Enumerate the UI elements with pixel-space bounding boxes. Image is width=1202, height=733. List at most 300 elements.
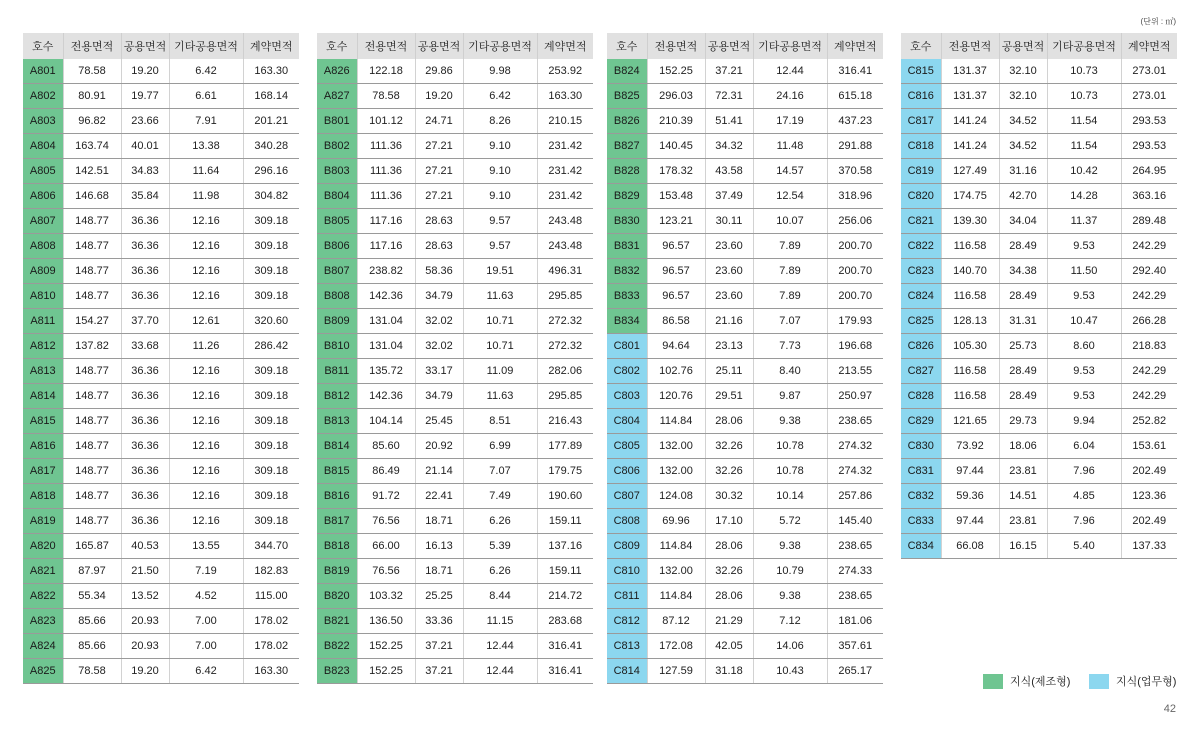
cell-exclusive-area: 96.82	[63, 109, 121, 134]
cell-unit-no: A804	[23, 134, 63, 159]
cell-unit-no: C819	[901, 159, 941, 184]
cell-other-common-area: 7.89	[753, 234, 827, 259]
table-row	[607, 659, 883, 684]
cell-other-common-area: 12.16	[169, 234, 243, 259]
cell-other-common-area: 10.43	[753, 659, 827, 684]
table-row	[317, 409, 593, 434]
table-row	[317, 84, 593, 109]
cell-other-common-area: 6.42	[169, 59, 243, 84]
table-row	[317, 359, 593, 384]
cell-exclusive-area: 148.77	[63, 234, 121, 259]
cell-common-area: 23.60	[705, 284, 753, 309]
cell-other-common-area: 11.64	[169, 159, 243, 184]
cell-exclusive-area: 137.82	[63, 334, 121, 359]
cell-unit-no: B804	[317, 184, 357, 209]
cell-exclusive-area: 132.00	[647, 434, 705, 459]
cell-unit-no: A818	[23, 484, 63, 509]
cell-common-area: 32.26	[705, 434, 753, 459]
cell-unit-no: A821	[23, 559, 63, 584]
table-row	[607, 484, 883, 509]
table-row	[317, 534, 593, 559]
cell-common-area: 36.36	[121, 484, 169, 509]
legend-manufacturing	[983, 673, 1070, 689]
table-row	[607, 59, 883, 84]
table-row	[23, 184, 299, 209]
table-row	[23, 134, 299, 159]
cell-exclusive-area: 210.39	[647, 109, 705, 134]
cell-exclusive-area: 66.00	[357, 534, 415, 559]
cell-contract-area: 238.65	[827, 409, 883, 434]
cell-unit-no: B821	[317, 609, 357, 634]
cell-other-common-area: 12.16	[169, 484, 243, 509]
cell-common-area: 34.38	[999, 259, 1047, 284]
cell-other-common-area: 9.10	[463, 159, 537, 184]
cell-common-area: 40.53	[121, 534, 169, 559]
cell-common-area: 58.36	[415, 259, 463, 284]
table-row	[23, 634, 299, 659]
table-row	[317, 609, 593, 634]
cell-contract-area: 196.68	[827, 334, 883, 359]
table-row	[901, 184, 1177, 209]
cell-contract-area: 201.21	[243, 109, 299, 134]
cell-exclusive-area: 148.77	[63, 509, 121, 534]
cell-unit-no: B811	[317, 359, 357, 384]
table-row	[23, 534, 299, 559]
cell-other-common-area: 14.06	[753, 634, 827, 659]
table-row	[901, 284, 1177, 309]
table-row	[607, 434, 883, 459]
cell-exclusive-area: 123.21	[647, 209, 705, 234]
cell-exclusive-area: 78.58	[63, 59, 121, 84]
cell-contract-area: 437.23	[827, 109, 883, 134]
cell-common-area: 42.70	[999, 184, 1047, 209]
cell-contract-area: 316.41	[827, 59, 883, 84]
table-row	[317, 284, 593, 309]
cell-exclusive-area: 97.44	[941, 509, 999, 534]
table-row	[317, 209, 593, 234]
cell-exclusive-area: 116.58	[941, 359, 999, 384]
cell-exclusive-area: 132.00	[647, 559, 705, 584]
cell-unit-no: A811	[23, 309, 63, 334]
cell-exclusive-area: 116.58	[941, 384, 999, 409]
legend-business	[1089, 673, 1176, 689]
cell-other-common-area: 9.98	[463, 59, 537, 84]
cell-contract-area: 242.29	[1121, 284, 1177, 309]
cell-common-area: 28.49	[999, 384, 1047, 409]
cell-other-common-area: 10.78	[753, 434, 827, 459]
cell-other-common-area: 9.10	[463, 184, 537, 209]
cell-contract-area: 179.93	[827, 309, 883, 334]
table-row	[607, 534, 883, 559]
cell-common-area: 18.71	[415, 509, 463, 534]
cell-contract-area: 177.89	[537, 434, 593, 459]
cell-common-area: 32.26	[705, 559, 753, 584]
cell-unit-no: B805	[317, 209, 357, 234]
cell-exclusive-area: 117.16	[357, 209, 415, 234]
cell-common-area: 33.17	[415, 359, 463, 384]
table-row	[901, 334, 1177, 359]
header-unit-no: 호수	[901, 33, 941, 59]
cell-other-common-area: 11.26	[169, 334, 243, 359]
cell-other-common-area: 14.57	[753, 159, 827, 184]
table-row	[23, 59, 299, 84]
cell-exclusive-area: 116.58	[941, 234, 999, 259]
cell-contract-area: 238.65	[827, 584, 883, 609]
cell-exclusive-area: 114.84	[647, 584, 705, 609]
cell-common-area: 28.49	[999, 359, 1047, 384]
cell-exclusive-area: 172.08	[647, 634, 705, 659]
cell-exclusive-area: 114.84	[647, 534, 705, 559]
table-row	[317, 659, 593, 684]
cell-exclusive-area: 154.27	[63, 309, 121, 334]
cell-common-area: 28.06	[705, 584, 753, 609]
table-row	[23, 459, 299, 484]
cell-unit-no: C833	[901, 509, 941, 534]
cell-other-common-area: 12.16	[169, 409, 243, 434]
cell-contract-area: 213.55	[827, 359, 883, 384]
cell-other-common-area: 12.61	[169, 309, 243, 334]
cell-common-area: 24.71	[415, 109, 463, 134]
cell-common-area: 36.36	[121, 359, 169, 384]
cell-exclusive-area: 148.77	[63, 484, 121, 509]
cell-common-area: 72.31	[705, 84, 753, 109]
header-unit-no: 호수	[317, 33, 357, 59]
header-common-area: 공용면적	[121, 33, 169, 59]
cell-exclusive-area: 153.48	[647, 184, 705, 209]
unit-label: (단위 : ㎡)	[1140, 17, 1176, 26]
cell-unit-no: C830	[901, 434, 941, 459]
table-row	[317, 434, 593, 459]
cell-exclusive-area: 96.57	[647, 284, 705, 309]
cell-contract-area: 344.70	[243, 534, 299, 559]
cell-exclusive-area: 80.91	[63, 84, 121, 109]
cell-other-common-area: 7.89	[753, 284, 827, 309]
cell-contract-area: 200.70	[827, 284, 883, 309]
table-row	[23, 409, 299, 434]
cell-common-area: 31.31	[999, 309, 1047, 334]
table-row	[901, 134, 1177, 159]
cell-exclusive-area: 128.13	[941, 309, 999, 334]
cell-other-common-area: 12.16	[169, 359, 243, 384]
cell-common-area: 23.81	[999, 509, 1047, 534]
cell-exclusive-area: 116.58	[941, 284, 999, 309]
cell-unit-no: C810	[607, 559, 647, 584]
cell-exclusive-area: 142.51	[63, 159, 121, 184]
table-row	[317, 259, 593, 284]
table-row	[23, 484, 299, 509]
cell-unit-no: B813	[317, 409, 357, 434]
cell-other-common-area: 12.44	[463, 659, 537, 684]
table-row	[607, 259, 883, 284]
cell-common-area: 34.52	[999, 109, 1047, 134]
cell-common-area: 23.81	[999, 459, 1047, 484]
cell-other-common-area: 7.49	[463, 484, 537, 509]
cell-exclusive-area: 85.60	[357, 434, 415, 459]
cell-common-area: 28.49	[999, 234, 1047, 259]
table-row	[607, 159, 883, 184]
cell-unit-no: A815	[23, 409, 63, 434]
cell-exclusive-area: 140.70	[941, 259, 999, 284]
table-row	[607, 584, 883, 609]
cell-other-common-area: 11.48	[753, 134, 827, 159]
table-row	[317, 584, 593, 609]
cell-other-common-area: 8.44	[463, 584, 537, 609]
cell-unit-no: B807	[317, 259, 357, 284]
cell-unit-no: C807	[607, 484, 647, 509]
cell-other-common-area: 19.51	[463, 259, 537, 284]
cell-unit-no: C814	[607, 659, 647, 684]
cell-unit-no: A823	[23, 609, 63, 634]
cell-common-area: 25.73	[999, 334, 1047, 359]
cell-unit-no: C801	[607, 334, 647, 359]
cell-contract-area: 496.31	[537, 259, 593, 284]
cell-unit-no: B818	[317, 534, 357, 559]
table-row	[23, 384, 299, 409]
cell-other-common-area: 7.07	[753, 309, 827, 334]
cell-other-common-area: 11.63	[463, 384, 537, 409]
cell-common-area: 36.36	[121, 209, 169, 234]
table-row	[607, 634, 883, 659]
area-table-2	[317, 33, 593, 684]
cell-other-common-area: 8.40	[753, 359, 827, 384]
table-row	[607, 134, 883, 159]
header-contract-area: 계약면적	[537, 33, 593, 59]
cell-unit-no: C824	[901, 284, 941, 309]
cell-other-common-area: 4.52	[169, 584, 243, 609]
cell-exclusive-area: 163.74	[63, 134, 121, 159]
cell-common-area: 16.13	[415, 534, 463, 559]
cell-other-common-area: 24.16	[753, 84, 827, 109]
cell-contract-area: 243.48	[537, 234, 593, 259]
cell-common-area: 36.36	[121, 384, 169, 409]
cell-unit-no: B834	[607, 309, 647, 334]
table-row	[23, 159, 299, 184]
cell-unit-no: A809	[23, 259, 63, 284]
cell-contract-area: 178.02	[243, 634, 299, 659]
cell-common-area: 29.86	[415, 59, 463, 84]
cell-exclusive-area: 78.58	[63, 659, 121, 684]
cell-common-area: 34.83	[121, 159, 169, 184]
cell-common-area: 19.20	[415, 84, 463, 109]
header-unit-no: 호수	[607, 33, 647, 59]
table-row	[23, 309, 299, 334]
cell-other-common-area: 11.15	[463, 609, 537, 634]
cell-other-common-area: 10.73	[1047, 59, 1121, 84]
cell-common-area: 21.14	[415, 459, 463, 484]
cell-common-area: 33.68	[121, 334, 169, 359]
cell-unit-no: C808	[607, 509, 647, 534]
cell-contract-area: 163.30	[243, 659, 299, 684]
cell-common-area: 21.50	[121, 559, 169, 584]
cell-common-area: 36.36	[121, 509, 169, 534]
cell-common-area: 14.51	[999, 484, 1047, 509]
cell-unit-no: C826	[901, 334, 941, 359]
cell-other-common-area: 12.16	[169, 434, 243, 459]
cell-other-common-area: 4.85	[1047, 484, 1121, 509]
cell-contract-area: 181.06	[827, 609, 883, 634]
cell-contract-area: 242.29	[1121, 234, 1177, 259]
table-row	[901, 109, 1177, 134]
cell-common-area: 37.49	[705, 184, 753, 209]
cell-common-area: 30.32	[705, 484, 753, 509]
cell-exclusive-area: 85.66	[63, 634, 121, 659]
cell-unit-no: A802	[23, 84, 63, 109]
cell-contract-area: 309.18	[243, 359, 299, 384]
cell-unit-no: A808	[23, 234, 63, 259]
cell-exclusive-area: 148.77	[63, 359, 121, 384]
cell-unit-no: B815	[317, 459, 357, 484]
table-row	[607, 509, 883, 534]
cell-unit-no: A826	[317, 59, 357, 84]
table-row	[901, 234, 1177, 259]
cell-contract-area: 293.53	[1121, 109, 1177, 134]
table-row	[23, 609, 299, 634]
cell-unit-no: C832	[901, 484, 941, 509]
legend-label: 지식(업무형)	[1116, 676, 1177, 688]
cell-unit-no: B825	[607, 84, 647, 109]
cell-exclusive-area: 174.75	[941, 184, 999, 209]
cell-unit-no: B812	[317, 384, 357, 409]
cell-exclusive-area: 152.25	[357, 634, 415, 659]
cell-contract-area: 272.32	[537, 334, 593, 359]
cell-unit-no: A822	[23, 584, 63, 609]
cell-common-area: 28.63	[415, 209, 463, 234]
cell-common-area: 32.10	[999, 84, 1047, 109]
cell-contract-area: 182.83	[243, 559, 299, 584]
cell-contract-area: 295.85	[537, 384, 593, 409]
cell-other-common-area: 7.89	[753, 259, 827, 284]
cell-unit-no: C809	[607, 534, 647, 559]
cell-other-common-area: 6.26	[463, 559, 537, 584]
cell-exclusive-area: 131.04	[357, 309, 415, 334]
table-row	[607, 384, 883, 409]
table-row	[901, 159, 1177, 184]
cell-exclusive-area: 78.58	[357, 84, 415, 109]
cell-other-common-area: 9.53	[1047, 359, 1121, 384]
cell-contract-area: 292.40	[1121, 259, 1177, 284]
cell-other-common-area: 6.42	[169, 659, 243, 684]
cell-other-common-area: 12.16	[169, 259, 243, 284]
cell-common-area: 13.52	[121, 584, 169, 609]
cell-unit-no: B819	[317, 559, 357, 584]
cell-contract-area: 145.40	[827, 509, 883, 534]
cell-common-area: 36.36	[121, 459, 169, 484]
cell-unit-no: B808	[317, 284, 357, 309]
cell-other-common-area: 11.98	[169, 184, 243, 209]
cell-other-common-area: 7.19	[169, 559, 243, 584]
cell-contract-area: 286.42	[243, 334, 299, 359]
table-row	[23, 284, 299, 309]
cell-contract-area: 214.72	[537, 584, 593, 609]
cell-common-area: 30.11	[705, 209, 753, 234]
cell-common-area: 19.77	[121, 84, 169, 109]
cell-exclusive-area: 131.37	[941, 84, 999, 109]
cell-exclusive-area: 97.44	[941, 459, 999, 484]
cell-unit-no: A816	[23, 434, 63, 459]
cell-unit-no: C825	[901, 309, 941, 334]
header-row	[901, 33, 1177, 59]
cell-unit-no: C828	[901, 384, 941, 409]
cell-unit-no: C822	[901, 234, 941, 259]
cell-contract-area: 163.30	[537, 84, 593, 109]
cell-unit-no: B826	[607, 109, 647, 134]
cell-contract-area: 274.32	[827, 434, 883, 459]
cell-exclusive-area: 111.36	[357, 159, 415, 184]
cell-contract-area: 179.75	[537, 459, 593, 484]
cell-other-common-area: 7.91	[169, 109, 243, 134]
cell-common-area: 33.36	[415, 609, 463, 634]
table-row	[23, 84, 299, 109]
cell-unit-no: A825	[23, 659, 63, 684]
cell-contract-area: 274.33	[827, 559, 883, 584]
table-row	[901, 484, 1177, 509]
cell-contract-area: 202.49	[1121, 509, 1177, 534]
cell-common-area: 28.63	[415, 234, 463, 259]
cell-other-common-area: 12.44	[463, 634, 537, 659]
cell-contract-area: 309.18	[243, 409, 299, 434]
cell-other-common-area: 6.04	[1047, 434, 1121, 459]
cell-exclusive-area: 69.96	[647, 509, 705, 534]
cell-exclusive-area: 86.58	[647, 309, 705, 334]
cell-exclusive-area: 55.34	[63, 584, 121, 609]
table-row	[901, 509, 1177, 534]
cell-unit-no: A820	[23, 534, 63, 559]
cell-exclusive-area: 142.36	[357, 284, 415, 309]
cell-contract-area: 256.06	[827, 209, 883, 234]
cell-other-common-area: 17.19	[753, 109, 827, 134]
cell-contract-area: 231.42	[537, 184, 593, 209]
cell-contract-area: 318.96	[827, 184, 883, 209]
cell-other-common-area: 11.54	[1047, 134, 1121, 159]
cell-unit-no: B803	[317, 159, 357, 184]
table-row	[607, 359, 883, 384]
cell-unit-no: B833	[607, 284, 647, 309]
cell-contract-area: 363.16	[1121, 184, 1177, 209]
cell-unit-no: C805	[607, 434, 647, 459]
cell-other-common-area: 12.16	[169, 384, 243, 409]
cell-exclusive-area: 87.97	[63, 559, 121, 584]
cell-other-common-area: 10.47	[1047, 309, 1121, 334]
cell-common-area: 29.51	[705, 384, 753, 409]
cell-exclusive-area: 148.77	[63, 409, 121, 434]
cell-unit-no: A812	[23, 334, 63, 359]
cell-common-area: 28.06	[705, 534, 753, 559]
cell-other-common-area: 8.60	[1047, 334, 1121, 359]
cell-contract-area: 273.01	[1121, 84, 1177, 109]
cell-exclusive-area: 94.64	[647, 334, 705, 359]
table-row	[901, 209, 1177, 234]
cell-exclusive-area: 103.32	[357, 584, 415, 609]
table-row	[901, 434, 1177, 459]
cell-unit-no: C803	[607, 384, 647, 409]
cell-other-common-area: 6.99	[463, 434, 537, 459]
cell-unit-no: B816	[317, 484, 357, 509]
cell-exclusive-area: 120.76	[647, 384, 705, 409]
cell-common-area: 42.05	[705, 634, 753, 659]
cell-exclusive-area: 105.30	[941, 334, 999, 359]
cell-unit-no: A803	[23, 109, 63, 134]
cell-common-area: 17.10	[705, 509, 753, 534]
cell-other-common-area: 11.50	[1047, 259, 1121, 284]
cell-unit-no: B806	[317, 234, 357, 259]
cell-contract-area: 272.32	[537, 309, 593, 334]
cell-exclusive-area: 104.14	[357, 409, 415, 434]
header-other-common-area: 기타공용면적	[753, 33, 827, 59]
cell-common-area: 23.60	[705, 234, 753, 259]
cell-other-common-area: 10.42	[1047, 159, 1121, 184]
table-row	[317, 384, 593, 409]
cell-exclusive-area: 86.49	[357, 459, 415, 484]
